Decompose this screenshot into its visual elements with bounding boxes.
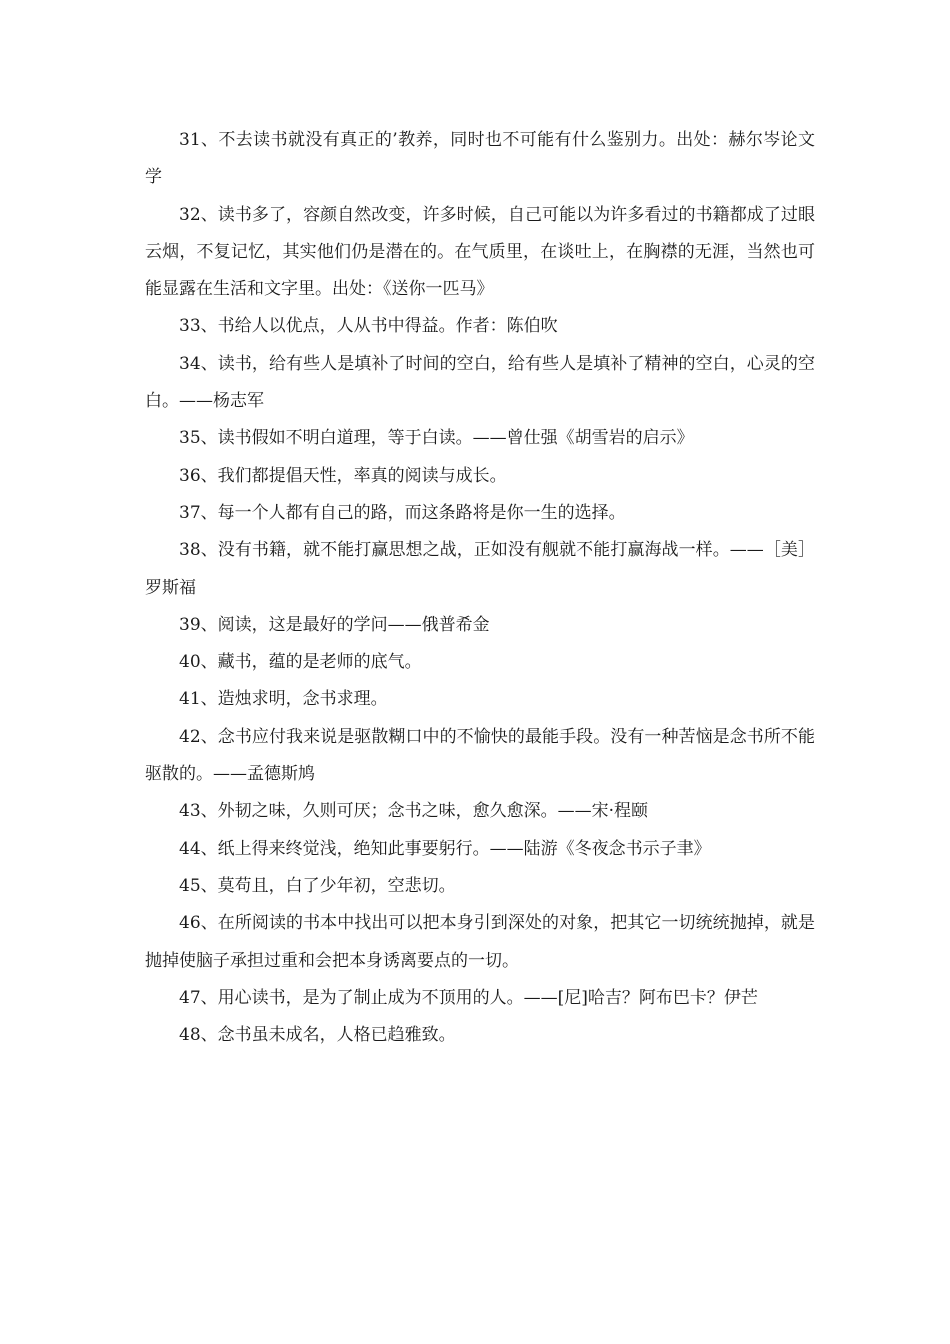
quote-paragraph-41: 41、造烛求明，念书求理。 (179, 689, 388, 710)
quote-paragraph-32: 32、读书多了，容颜自然改变，许多时候，自己可能以为许多看过的书籍都成了过眼云烟，不复记忆，其实他们仍是潜在的。在气质里，在谈吐上，在胸襟的无涯，当然也可能显露在生活和文字里。出处：《送你一匹马》 (145, 204, 815, 300)
quote-paragraph-36: 36、我们都提倡天性，率真的阅读与成长。 (179, 465, 507, 486)
quote-paragraph-38: 38、没有书籍，就不能打赢思想之战，正如没有舰就不能打赢海战一样。——［美］罗斯福 (145, 540, 815, 598)
document-body (145, 122, 815, 1054)
quote-paragraph-42: 42、念书应付我来说是驱散糊口中的不愉快的最能手段。没有一种苦恼是念书所不能驱散的。——孟德斯鸠 (145, 726, 815, 785)
quote-paragraph-35: 35、读书假如不明白道理，等于白读。——曾仕强《胡雪岩的启示》 (179, 428, 694, 449)
quote-paragraph-39: 39、阅读，这是最好的学问——俄普希金 (179, 614, 490, 635)
quote-paragraph-33: 33、书给人以优点，人从书中得益。作者：陈伯吹 (179, 316, 558, 337)
quote-paragraph-43: 43、外韧之味，久则可厌；念书之味，愈久愈深。——宋·程颐 (179, 801, 649, 822)
quote-paragraph-31: 31、不去读书就没有真正的’教养，同时也不可能有什么鉴别力。出处：赫尔岑论文学 (145, 130, 815, 188)
quote-paragraph-45: 45、莫苟且，白了少年初，空悲切。 (179, 875, 456, 896)
quote-paragraph-46: 46、在所阅读的书本中找出可以把本身引到深处的对象，把其它一切统统抛掉，就是抛掉使脑子承担过重和会把本身诱离要点的一切。 (145, 913, 815, 971)
quote-paragraph-37: 37、每一个人都有自己的路，而这条路将是你一生的选择。 (179, 502, 626, 523)
quote-paragraph-48: 48、念书虽未成名，人格已趋雅致。 (179, 1025, 456, 1046)
quote-paragraph-34: 34、读书，给有些人是填补了时间的空白，给有些人是填补了精神的空白，心灵的空白。——杨志军 (145, 353, 815, 412)
quote-paragraph-47: 47、用心读书，是为了制止成为不顶用的人。——[尼]哈吉？阿布巴卡？伊芒 (179, 987, 758, 1008)
quote-paragraph-40: 40、藏书，蕴的是老师的底气。 (179, 652, 422, 673)
quote-paragraph-44: 44、纸上得来终觉浅，绝知此事要躬行。——陆游《冬夜念书示子聿》 (179, 838, 711, 859)
